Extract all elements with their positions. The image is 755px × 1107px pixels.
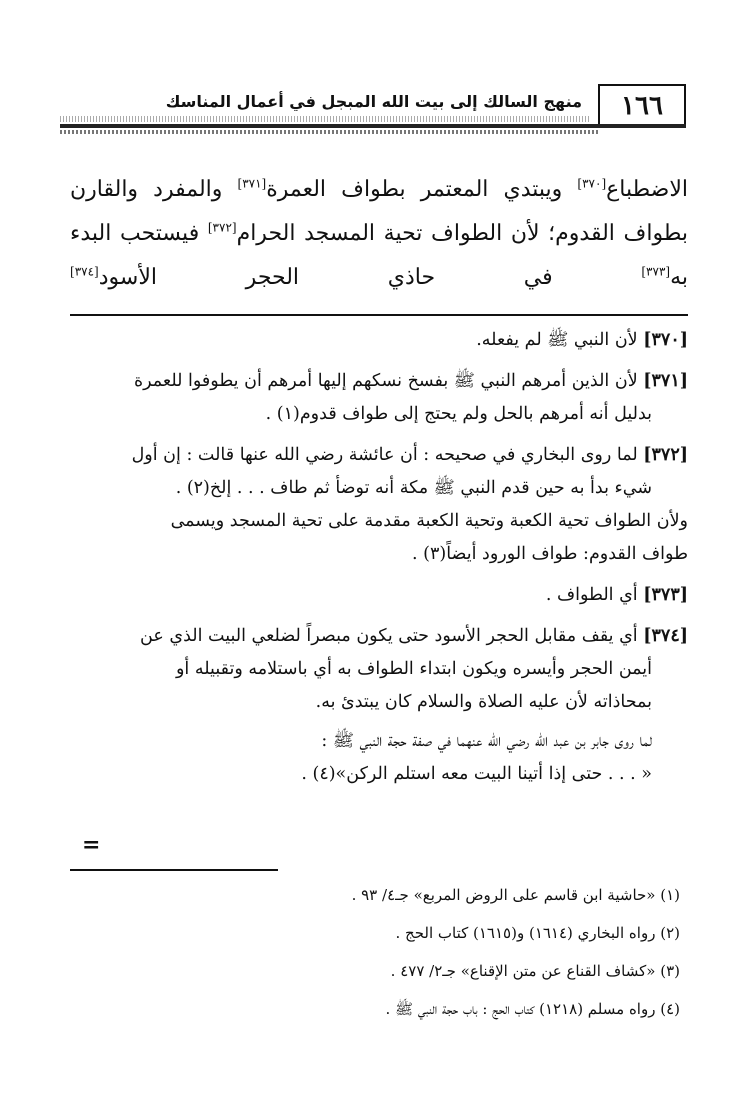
header-hatch-rule-lower bbox=[60, 130, 598, 134]
page-header bbox=[60, 84, 686, 128]
note-371: [٣٧١] لأن الذين أمرهم النبي ﷺ بفسخ نسكهم إليها أمرهم أن يطوفوا للعمرة بدليل أنه أمرهم بالحل ولم يحتج إلى طواف قدوم(١) . bbox=[133, 371, 688, 424]
header-rule bbox=[60, 124, 686, 128]
note-372: [٣٧٢] لما روى البخاري في صحيحه : أن عائشة رضي الله عنها قالت : إن أول شيء بدأ به حين قدم النبي ﷺ مكة أنه توضأ ثم طاف . . . إلخ(٢) . ولأن الطواف تحية الكعبة وتحية الكعبة مقدمة على تحية المسجد ويسمى طواف القدوم: طواف الورود أيضاً(٣) . bbox=[131, 445, 688, 564]
main-text bbox=[70, 168, 688, 300]
page-number: ١٦٦ bbox=[598, 84, 686, 124]
continuation-mark: = bbox=[82, 832, 101, 858]
main-line-3: به[٣٧٣] في حاذي الحجر الأسود[٣٧٤] bbox=[70, 264, 688, 290]
ref-372: [٣٧٢] bbox=[207, 220, 237, 235]
commentary-notes bbox=[70, 324, 688, 799]
main-line-2: بطواف القدوم؛ لأن الطواف تحية المسجد الحرام[٣٧٢] فيستحب البدء bbox=[70, 220, 689, 246]
running-title: منهج السالك إلى بيت الله المبجل في أعمال المناسك bbox=[165, 92, 582, 111]
footnote-3: (٣) «كشاف القناع عن متن الإقناع» جـ٢/ ٤٧٧ . bbox=[390, 962, 680, 980]
main-notes-separator bbox=[70, 314, 688, 316]
footnote-2: (٢) رواه البخاري (١٦١٤) و(١٦١٥) كتاب الحج . bbox=[395, 924, 680, 942]
ref-373: [٣٧٣] bbox=[641, 264, 671, 279]
footnote-1: (١) «حاشية ابن قاسم على الروض المربع» جـ٤/ ٩٣ . bbox=[351, 886, 680, 904]
ref-370: [٣٧٠] bbox=[577, 176, 607, 191]
footnote-4: (٤) رواه مسلم (١٢١٨) كتاب الحج : باب حجة النبي ﷺ . bbox=[385, 1000, 680, 1018]
ref-371: [٣٧١] bbox=[237, 176, 267, 191]
ref-374: [٣٧٤] bbox=[70, 264, 99, 279]
main-line-1: الاضطباع[٣٧٠] ويبتدي المعتمر بطواف العمرة[٣٧١] والمفرد والقارن bbox=[70, 176, 688, 202]
note-370: [٣٧٠] لأن النبي ﷺ لم يفعله. bbox=[476, 330, 688, 350]
header-hatch-rule bbox=[60, 116, 590, 122]
footnotes bbox=[90, 876, 680, 1028]
note-373: [٣٧٣] أي الطواف . bbox=[545, 585, 688, 605]
footnote-separator bbox=[70, 869, 278, 871]
note-374: [٣٧٤] أي يقف مقابل الحجر الأسود حتى يكون مبصراً لضلعي البيت الذي عن أيمن الحجر وأيسره ويكون ابتداء الطواف به أي باستلامه وتقبيله أو بمحاذاته لأن عليه الصلاة والسلام كان يبتدئ به. لما روى جابر بن عبد الله رضي الله عنهما في صفة حجة النبي ﷺ : « . . . حتى إذا أتينا البيت معه استلم الركن»(٤) . bbox=[140, 626, 688, 784]
